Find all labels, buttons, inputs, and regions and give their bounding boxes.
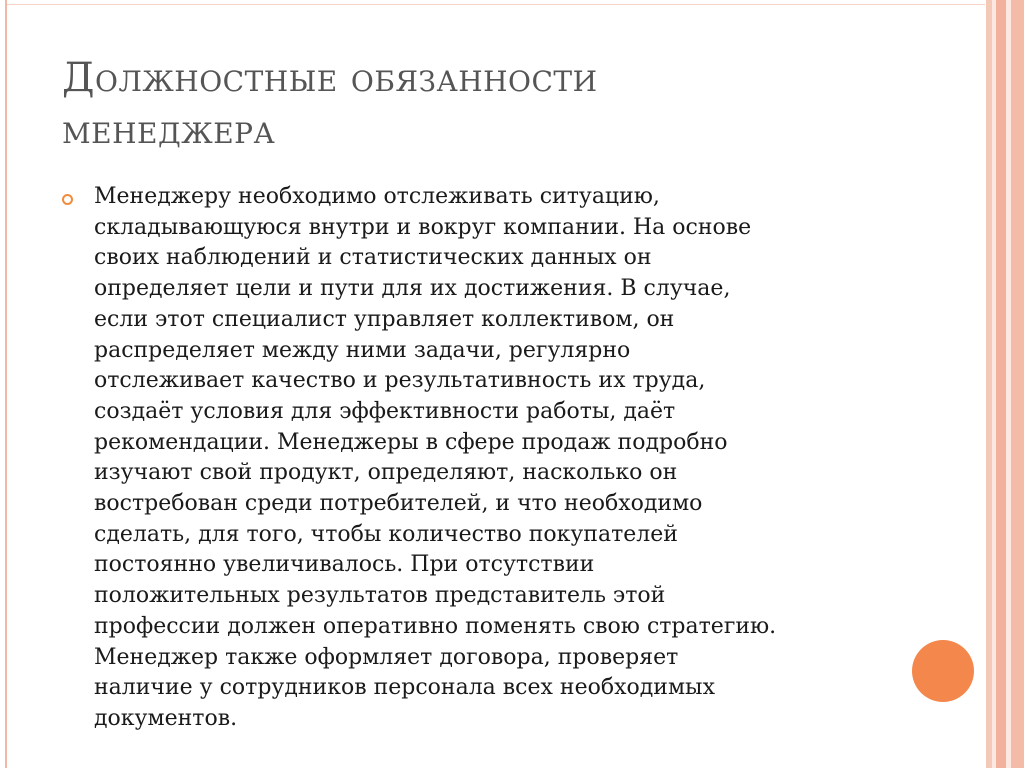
text-line: востребован среди потребителей, и что необходимо — [94, 491, 703, 517]
text-line: определяет цели и пути для их достижения. В случае, — [94, 276, 731, 302]
title-line: Должностные обязанности — [62, 55, 598, 101]
right-stripe — [1011, 0, 1024, 768]
text-line: профессии должен оперативно поменять свою стратегию. — [94, 613, 777, 639]
text-line: распределяет между ними задачи, регулярно — [94, 337, 631, 363]
right-stripe — [996, 0, 1006, 768]
decorative-circle — [912, 640, 974, 702]
text-line: изучают свой продукт, определяют, насколько он — [94, 460, 678, 486]
text-line: наличие у сотрудников персонала всех необходимых — [94, 675, 715, 701]
text-line: своих наблюдений и статистических данных он — [94, 245, 652, 271]
bullet-text — [94, 182, 892, 735]
text-line: сделать, для того, чтобы количество покупателей — [94, 521, 678, 547]
left-border-line — [5, 0, 7, 768]
text-line: рекомендации. Менеджеры в сфере продаж подробно — [94, 429, 728, 455]
text-line: Менеджеру необходимо отслеживать ситуацию, — [94, 184, 660, 209]
title-line: менеджера — [62, 107, 276, 153]
text-line: если этот специалист управляет коллективом, он — [94, 306, 675, 332]
bullet-circle-icon — [62, 194, 73, 205]
slide-title — [62, 52, 942, 156]
text-line: постоянно увеличивалось. При отсутствии — [94, 552, 595, 578]
top-border-line — [5, 4, 985, 5]
text-line: документов. — [94, 705, 238, 731]
text-line: создаёт условия для эффективности работы, даёт — [94, 398, 676, 424]
text-line: Менеджер также оформляет договора, проверяет — [94, 644, 679, 670]
text-line: положительных результатов представитель этой — [94, 583, 666, 609]
text-line: отслеживает качество и результативность их труда, — [94, 368, 706, 394]
text-line: складывающуюся внутри и вокруг компании. На основе — [94, 214, 752, 240]
bullet-item — [62, 182, 892, 735]
